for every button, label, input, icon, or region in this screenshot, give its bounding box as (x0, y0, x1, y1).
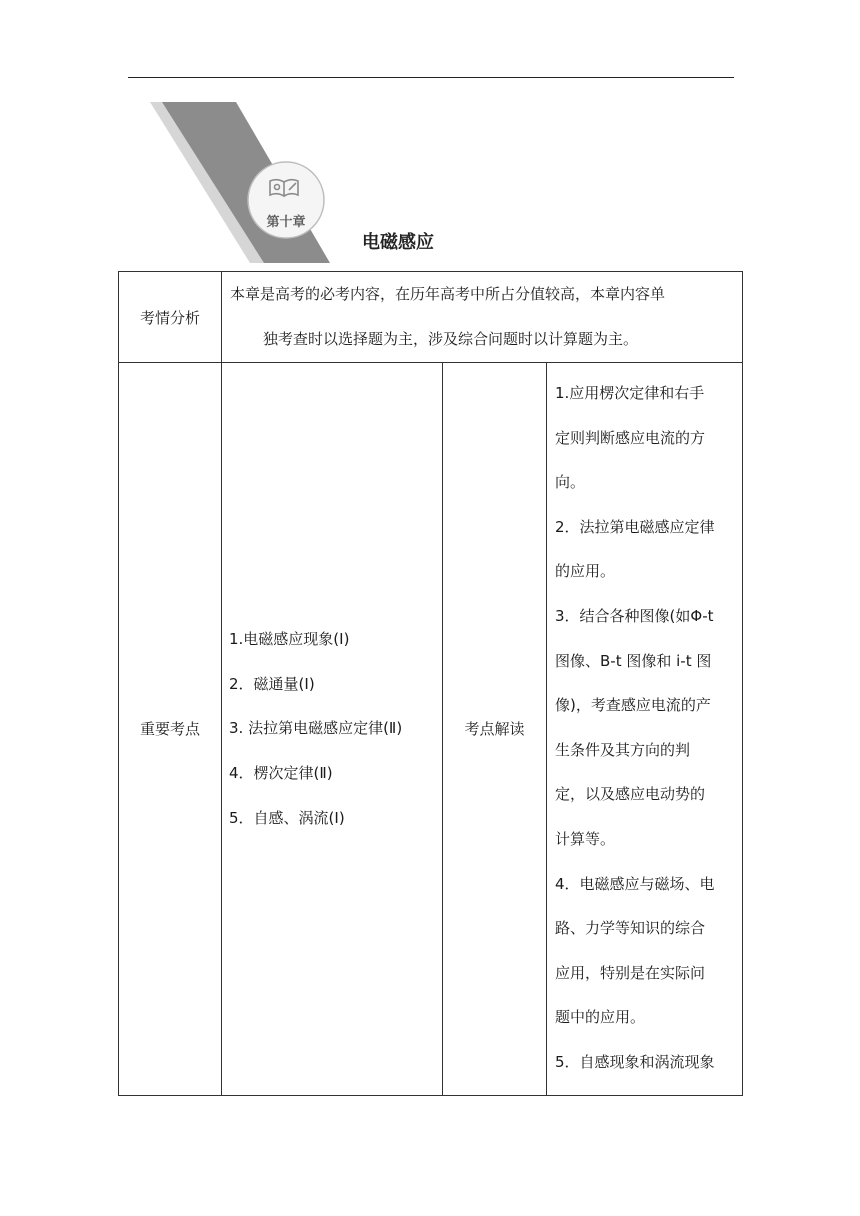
chapter-overview-table (118, 271, 743, 1096)
interpretation-line: 像)，考查感应电流的产 (555, 696, 711, 715)
interpretation-line: 的应用。 (555, 562, 616, 581)
analysis-text (222, 272, 743, 363)
interpretation-line: 计算等。 (555, 829, 616, 848)
chapter-number: 第十章 (266, 215, 306, 230)
analysis-line: 本章是高考的必考内容，在历年高考中所占分值较高，本章内容单 (230, 285, 666, 303)
interpretation-label: 考点解读 (443, 363, 547, 1096)
key-point-item: 4．楞次定律(Ⅱ) (229, 764, 333, 783)
key-point-item: 5．自感、涡流(Ⅰ) (229, 808, 345, 827)
interpretation-line: 定，以及感应电动势的 (555, 785, 706, 804)
key-point-item: 3. 法拉第电磁感应定律(Ⅱ) (229, 719, 403, 738)
interpretation-line: 定则判断感应电流的方 (555, 428, 706, 447)
interpretation-line: 应用，特别是在实际问 (555, 963, 706, 982)
interpretation-line: 图像、B-t 图像和 i-t 图 (555, 651, 712, 670)
key-point-item: 1.电磁感应现象(Ⅰ) (229, 630, 350, 649)
header-rule (128, 77, 734, 78)
interpretation-line: 2．法拉第电磁感应定律 (555, 517, 715, 536)
interpretation-line: 生条件及其方向的判 (555, 740, 691, 759)
interpretation-line: 5．自感现象和涡流现象 (555, 1052, 715, 1071)
interpretation-line: 题中的应用。 (555, 1008, 646, 1027)
key-points-list (222, 363, 443, 1096)
interpretation-line: 1.应用楞次定律和右手 (555, 384, 705, 402)
interpretation-line: 向。 (555, 473, 586, 492)
key-points-label: 重要考点 (119, 363, 222, 1096)
key-points-row (119, 363, 743, 1096)
interpretation-text (547, 363, 743, 1096)
chapter-banner (150, 100, 350, 265)
analysis-line: 独考查时以选择题为主，涉及综合问题时以计算题为主。 (263, 330, 639, 348)
analysis-row (119, 272, 743, 363)
interpretation-line: 路、力学等知识的综合 (555, 919, 706, 938)
interpretation-line: 3．结合各种图像(如Φ-t (555, 606, 714, 625)
key-point-item: 2．磁通量(Ⅰ) (229, 674, 315, 693)
chapter-title: 电磁感应 (362, 232, 434, 253)
analysis-label: 考情分析 (119, 272, 222, 363)
interpretation-line: 4．电磁感应与磁场、电 (555, 874, 715, 893)
